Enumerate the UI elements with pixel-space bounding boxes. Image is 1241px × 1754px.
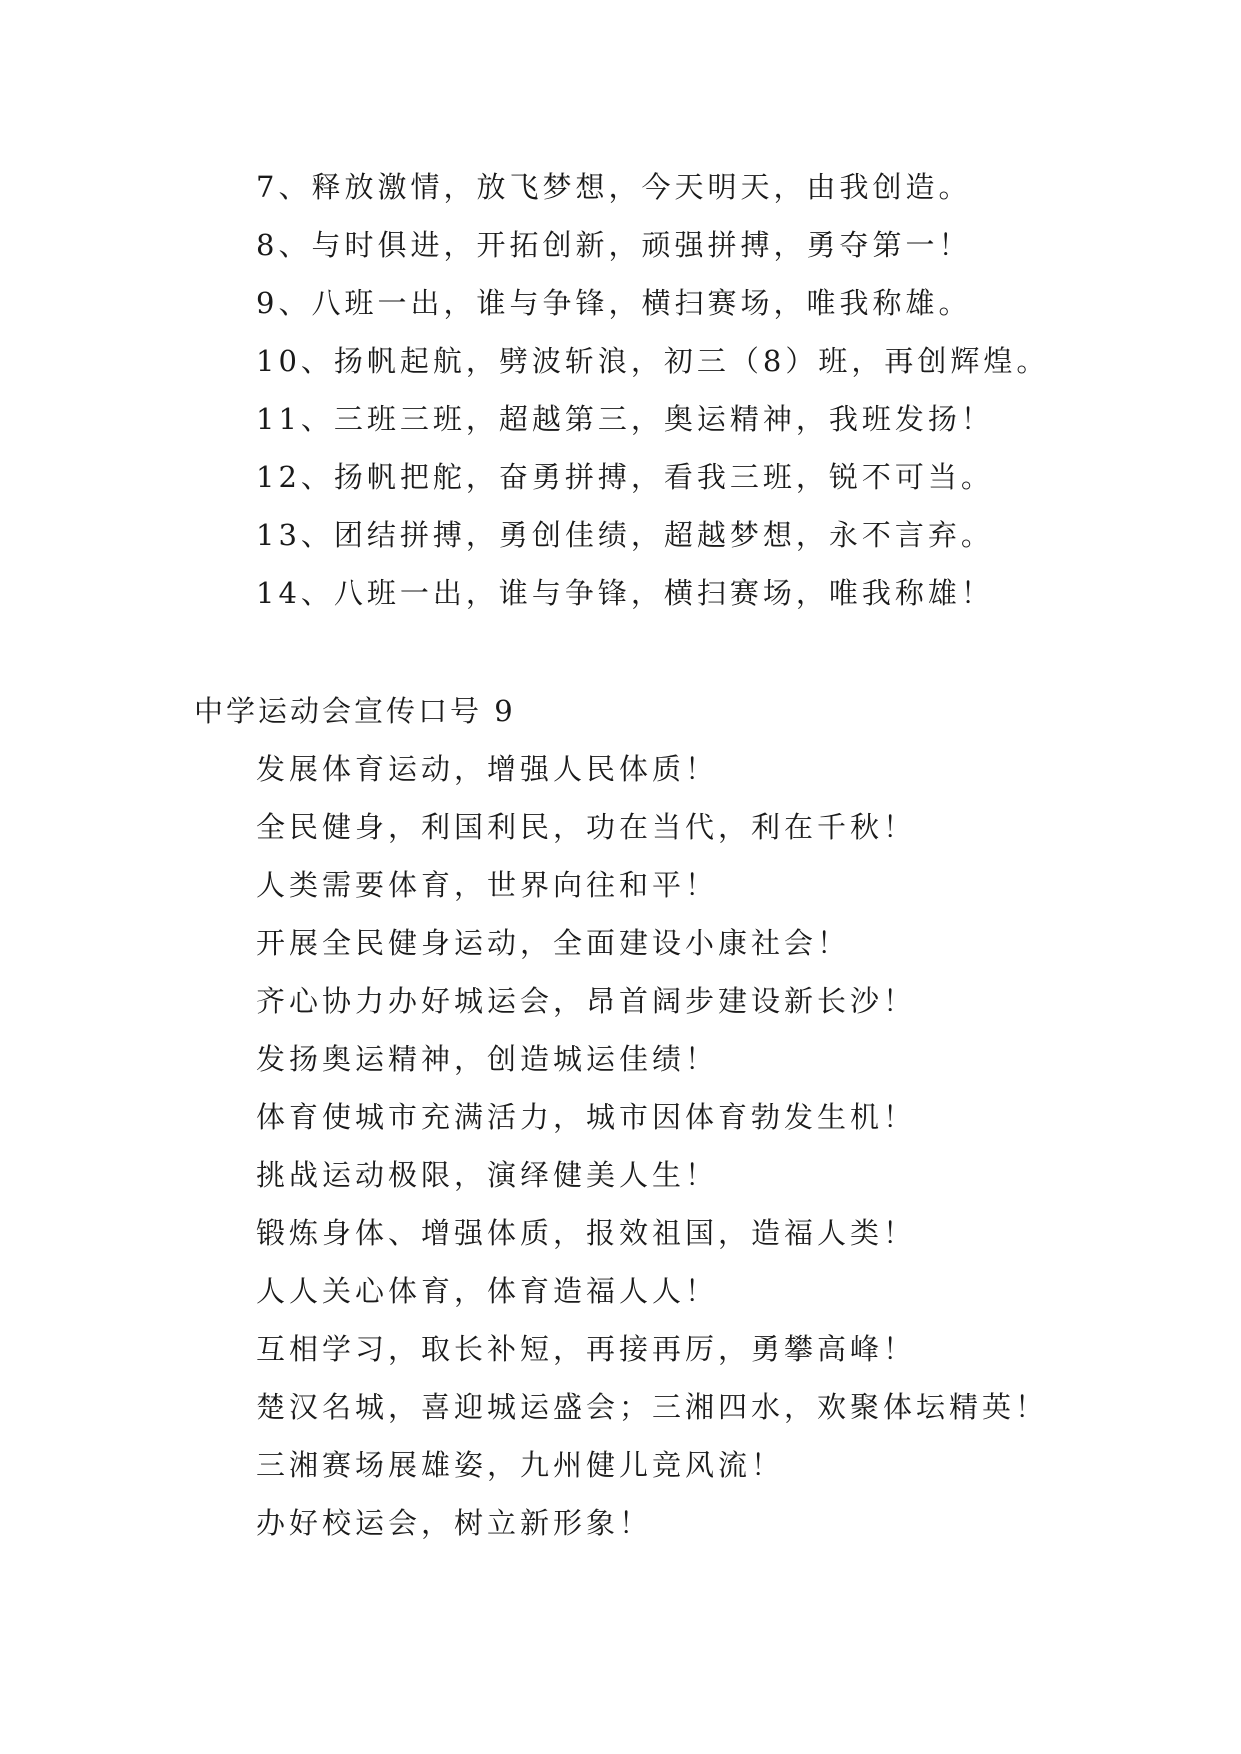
- slogan-line: 7、释放激情，放飞梦想，今天明天，由我创造。: [256, 170, 972, 204]
- slogan-section-9: [0, 682, 1241, 1552]
- slogan-line: 互相学习，取长补短，再接再厉，勇攀高峰！: [256, 1332, 917, 1366]
- slogan-line: 12、扬帆把舵，奋勇拼搏，看我三班，锐不可当。: [256, 460, 994, 494]
- section-heading: 中学运动会宣传口号 9: [194, 694, 516, 728]
- slogan-line: 人类需要体育，世界向往和平！: [256, 868, 719, 902]
- slogan-line: 9、八班一出，谁与争锋，横扫赛场，唯我称雄。: [256, 286, 972, 320]
- slogan-line: 锻炼身体、增强体质，报效祖国，造福人类！: [256, 1216, 917, 1250]
- slogan-line: 齐心协力办好城运会，昂首阔步建设新长沙！: [256, 984, 917, 1018]
- slogan-line: 全民健身，利国利民，功在当代，利在千秋！: [256, 810, 917, 844]
- slogan-line: 13、团结拼搏，勇创佳绩，超越梦想，永不言弃。: [256, 518, 994, 552]
- slogan-line: 开展全民健身运动，全面建设小康社会！: [256, 926, 851, 960]
- slogan-line: 办好校运会，树立新形象！: [256, 1506, 653, 1540]
- slogan-line: 发展体育运动，增强人民体质！: [256, 752, 719, 786]
- slogan-line: 10、扬帆起航，劈波斩浪，初三（8）班，再创辉煌。: [256, 344, 1050, 378]
- slogan-line: 挑战运动极限，演绎健美人生！: [256, 1158, 719, 1192]
- slogan-line: 发扬奥运精神，创造城运佳绩！: [256, 1042, 719, 1076]
- slogan-line: 体育使城市充满活力，城市因体育勃发生机！: [256, 1100, 917, 1134]
- slogan-line: 人人关心体育，体育造福人人！: [256, 1274, 719, 1308]
- slogan-line: 三湘赛场展雄姿，九州健儿竞风流！: [256, 1448, 785, 1482]
- slogan-line: 楚汉名城，喜迎城运盛会；三湘四水，欢聚体坛精英！: [256, 1390, 1049, 1424]
- slogan-list-numbered: [0, 158, 1241, 622]
- slogan-line: 8、与时俱进，开拓创新，顽强拼搏，勇夺第一！: [256, 228, 972, 262]
- slogan-line: 11、三班三班，超越第三，奥运精神，我班发扬！: [256, 402, 994, 436]
- slogan-line: 14、八班一出，谁与争锋，横扫赛场，唯我称雄！: [256, 576, 994, 610]
